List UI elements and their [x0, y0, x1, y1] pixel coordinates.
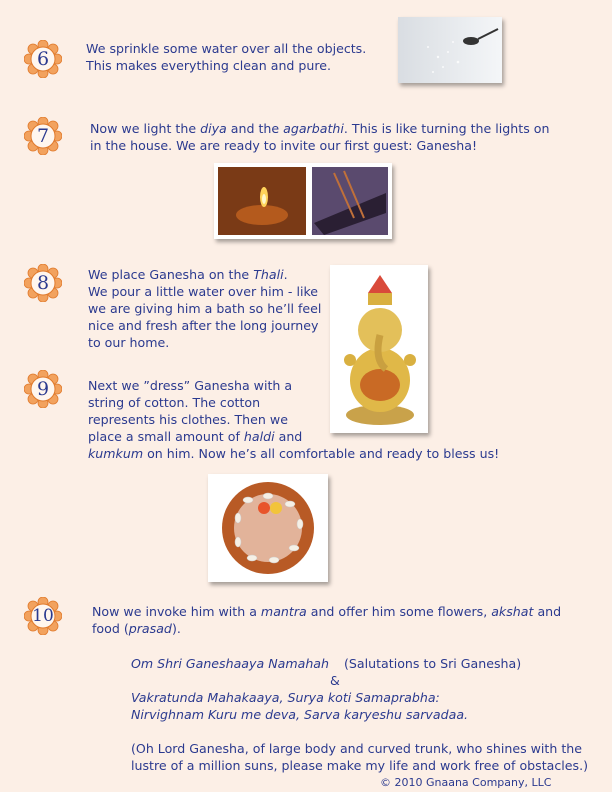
- step-number: 8: [36, 272, 50, 294]
- step-number: 9: [36, 378, 50, 400]
- step-10-badge: [24, 597, 62, 635]
- step-6-badge: [24, 40, 62, 78]
- step-8-line: to our home.: [88, 335, 170, 350]
- step-9-badge: [24, 370, 62, 408]
- mantra-translation-3: lustre of a million suns, please make my life and work free of obstacles.): [131, 758, 589, 773]
- diya-agarbathi-photo: [214, 163, 392, 239]
- mantra-line-2: Vakratunda Mahakaaya, Surya koti Samaprabha:: [131, 690, 440, 705]
- step-9-line: represents his clothes. Then we: [88, 412, 288, 427]
- step-8-badge: [24, 264, 62, 302]
- step-8-line: We pour a little water over him - like: [88, 284, 319, 299]
- step-9-text: [88, 377, 499, 462]
- step-6-text: [86, 40, 366, 74]
- mantra-translation-1: (Salutations to Sri Ganesha): [344, 656, 522, 671]
- mantra-translation-2: (Oh Lord Ganesha, of large body and curved trunk, who shines with the: [131, 741, 583, 756]
- step-10-line: Now we invoke him with a mantra and offer him some flowers, akshat and: [92, 604, 562, 619]
- step-number: 6: [36, 48, 50, 70]
- mantra-ampersand: &: [330, 673, 340, 688]
- step-7-text: [90, 120, 549, 154]
- step-7-badge: [24, 117, 62, 155]
- step-9-line: place a small amount of haldi and: [88, 429, 303, 444]
- copyright-footer: © 2010 Gnaana Company, LLC: [380, 776, 552, 789]
- step-8-line: We place Ganesha on the Thali.: [88, 267, 288, 282]
- water-sprinkle-photo: [398, 17, 502, 83]
- step-6-line: We sprinkle some water over all the objects.: [86, 41, 367, 56]
- step-9-line: Next we ”dress” Ganesha with a: [88, 378, 293, 393]
- step-7-line: Now we light the diya and the agarbathi. This is like turning the lights on: [90, 121, 550, 136]
- mantra-line-3: Nirvighnam Kuru me deva, Sarva karyeshu sarvadaa.: [131, 707, 469, 722]
- step-8-line: we are giving him a bath so he’ll feel: [88, 301, 322, 316]
- step-7-line: in the house. We are ready to invite our first guest: Ganesha!: [90, 138, 478, 153]
- mantra-line-1: [131, 655, 329, 672]
- step-9-line: kumkum on him. Now he’s all comfortable and ready to bless us!: [88, 446, 500, 461]
- step-8-text: [88, 266, 321, 351]
- thali-photo: [208, 474, 328, 582]
- step-number: 10: [32, 606, 54, 626]
- mantra-text: Om Shri Ganeshaaya Namahah: [131, 656, 330, 671]
- step-8-line: nice and fresh after the long journey: [88, 318, 319, 333]
- step-10-line: food (prasad).: [92, 621, 181, 636]
- step-10-text: [92, 603, 561, 637]
- step-number: 7: [36, 125, 50, 147]
- step-9-line: string of cotton. The cotton: [88, 395, 261, 410]
- step-6-line: This makes everything clean and pure.: [86, 58, 332, 73]
